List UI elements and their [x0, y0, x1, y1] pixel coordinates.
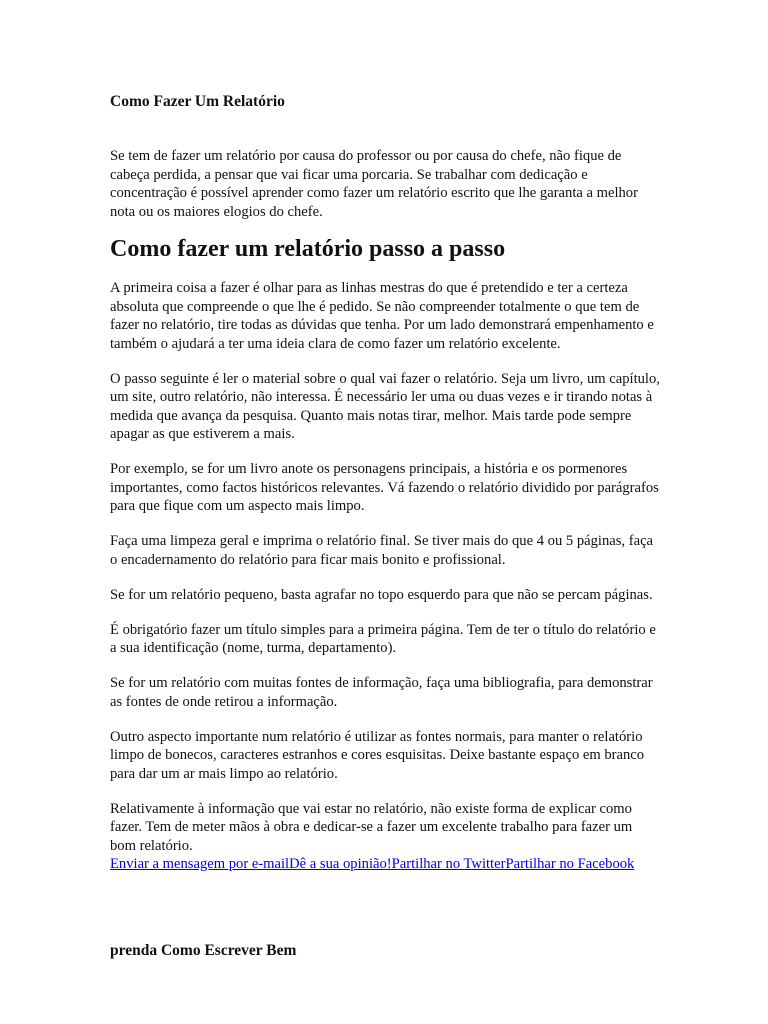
footer-heading: prenda Como Escrever Bem: [110, 942, 297, 959]
paragraph-bibliography: Se for um relatório com muitas fontes de informação, faça uma bibliografia, para demonstrar as fontes de onde retirou a informação.: [110, 675, 653, 710]
paragraph-reading: O passo seguinte é ler o material sobre o qual vai fazer o relatório. Seja um livro, um capítulo, um site, outro relatório, não interessa. É necessário ler uma ou duas vezes e ir tirando notas à medida que avança da pesquisa. Quanto mais notas tirar, melhor. Mais tarde pode sempre apagar as que estiverem a mais.: [110, 370, 660, 442]
share-facebook-link[interactable]: Partilhar no Facebook: [505, 856, 635, 872]
paragraph-guidelines: A primeira coisa a fazer é olhar para as linhas mestras do que é pretendido e ter a certeza absoluta que compreende o que lhe é pedido. Se não compreender totalmente o que tem de fazer no relatório, tire todas as dúvidas que tenha. Por um lado demonstrará empenhamento e também o ajudará a ter uma ideia clara de como fazer um relatório excelente.: [110, 280, 654, 352]
paragraph-title-page: É obrigatório fazer um título simples para a primeira página. Tem de ter o título do relatório e a sua identificação (nome, turma, departamento).: [110, 621, 656, 656]
intro-paragraph: Se tem de fazer um relatório por causa do professor ou por causa do chefe, não fique de cabeça perdida, a pensar que vai ficar uma porcaria. Se trabalhar com dedicação e concentração é possível aprender como fazer um relatório escrito que lhe garanta a melhor nota ou os maiores elogios do chefe.: [110, 148, 638, 220]
paragraph-fonts: Outro aspecto importante num relatório é utilizar as fontes normais, para manter o relatório limpo de bonecos, caracteres estranhos e cores esquisitas. Deixe bastante espaço em branco para dar um ar mais limpo ao relatório.: [110, 728, 645, 782]
paragraph-conclusion: Relativamente à informação que vai estar no relatório, não existe forma de explicar como fazer. Tem de meter mãos à obra e dedicar-se a fazer um excelente trabalho para fazer um bom relatório.: [110, 800, 633, 854]
paragraph-example: Por exemplo, se for um livro anote os personagens principais, a história e os pormenores importantes, como factos históricos relevantes. Vá fazendo o relatório dividido por parágrafos para que fique com um aspecto mais limpo.: [110, 461, 659, 514]
share-twitter-link[interactable]: Partilhar no Twitter: [391, 856, 506, 872]
paragraph-cleanup: Faça uma limpeza geral e imprima o relatório final. Se tiver mais do que 4 ou 5 páginas, faça o encadernamento do relatório para ficar mais bonito e profissional.: [110, 533, 654, 568]
article-body: [110, 279, 660, 874]
paragraph-stapling: Se for um relatório pequeno, basta agrafar no topo esquerdo para que não se percam páginas.: [110, 586, 653, 603]
share-links: [110, 855, 660, 874]
give-opinion-link[interactable]: Dê a sua opinião!: [289, 856, 392, 872]
section-heading: Como fazer um relatório passo a passo: [110, 236, 506, 262]
share-email-link[interactable]: Enviar a mensagem por e-mail: [110, 856, 290, 872]
document-title: Como Fazer Um Relatório: [110, 93, 285, 110]
